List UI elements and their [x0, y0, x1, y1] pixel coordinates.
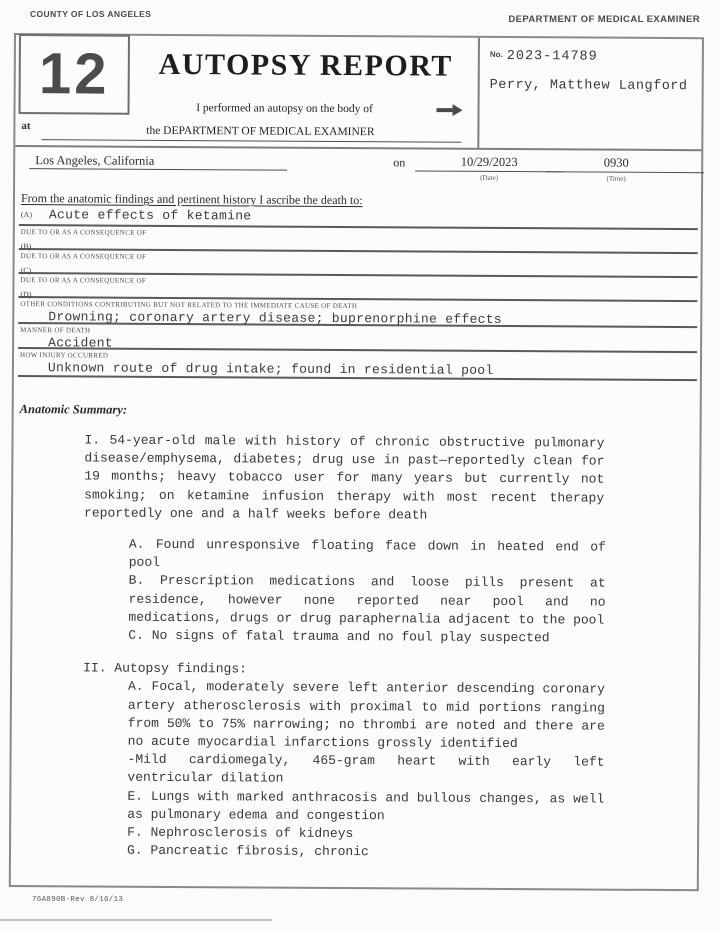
arrow-right-icon: [435, 104, 463, 117]
autopsy-date: 10/29/2023: [460, 154, 518, 170]
location-line: the DEPARTMENT OF MEDICAL EXAMINER: [146, 124, 375, 139]
place-underline: [29, 153, 287, 171]
cause-of-death-intro: From the anatomic findings and pertinent history I ascribe the death to:: [20, 191, 363, 208]
due-to-label: DUE TO OR AS A CONSEQUENCE OF: [20, 228, 147, 237]
line-d-label: (D): [20, 290, 32, 300]
how-injury-occurred-label: HOW INJURY OCCURRED: [20, 351, 109, 360]
date-underline: [415, 154, 563, 172]
summary-item: G. Pancreatic fibrosis, chronic: [126, 842, 369, 860]
anatomic-summary-heading: Anatomic Summary:: [19, 402, 128, 417]
manner-of-death-label: MANNER OF DEATH: [20, 326, 91, 335]
decedent-name: Perry, Matthew Langford: [489, 77, 688, 95]
summary-item: A. Found unresponsive floating face down in heated end of pool: [128, 536, 606, 571]
header-underline: [41, 139, 461, 143]
summary-item: E. Lungs with marked anthracosis and bullous changes, as well as pulmonary edema and congestion: [127, 788, 605, 824]
manner-of-death-value: Accident: [48, 335, 113, 351]
time-caption: (Time): [606, 174, 626, 183]
case-number-label: No.: [489, 49, 503, 59]
county-label: COUNTY OF LOS ANGELES: [30, 9, 152, 19]
summary-item: A. Focal, moderately severe left anterior descending coronary artery atherosclerosis with proximal to mid portions ranging from 50% to 75% narrowing; no thrombi are noted and there are no acute myocardial infarctions grossly identified: [127, 679, 606, 752]
page-number: 12: [38, 41, 110, 107]
line-a-value: Acute effects of ketamine: [48, 207, 252, 224]
case-number: 2023-14789: [506, 49, 598, 65]
due-to-label: DUE TO OR AS A CONSEQUENCE OF: [20, 276, 147, 285]
summary-section-2-heading: II. Autopsy findings:: [83, 660, 247, 677]
line-c-label: (C): [20, 266, 32, 276]
summary-item: -Mild cardiomegaly, 465-gram heart with early left ventricular dilation: [127, 751, 605, 787]
at-label: at: [21, 120, 31, 133]
due-to-label: DUE TO OR AS A CONSEQUENCE OF: [20, 252, 147, 261]
time-underline: [546, 155, 704, 173]
case-number-row: [490, 46, 598, 65]
summary-section-1-items: [128, 536, 606, 648]
case-info-box: [477, 38, 702, 149]
date-caption: (Date): [480, 173, 499, 182]
line-a-label: (A): [20, 210, 33, 220]
other-conditions-value: Drowning; coronary artery disease; buprenorphine effects: [48, 309, 502, 327]
summary-item: B. Prescription medications and loose pills present at residence, however none reported near pool and no medications, drugs or drug paraphernalia adjacent to the pool: [128, 573, 606, 628]
how-injury-occurred-value: Unknown route of drug intake; found in residential pool: [47, 360, 494, 378]
other-conditions-label: OTHER CONDITIONS CONTRIBUTING BUT NOT RELATED TO THE IMMEDIATE CAUSE OF DEATH: [20, 300, 358, 311]
report-form-box: [9, 33, 704, 891]
autopsy-place: Los Angeles, California: [35, 153, 155, 168]
form-number: 76A890B-Rev 8/16/13: [32, 896, 124, 904]
line-b-label: (B): [20, 242, 32, 252]
summary-item: F. Nephrosclerosis of kidneys: [127, 824, 354, 842]
report-title: AUTOPSY REPORT: [158, 47, 453, 83]
summary-section-1: I. 54-year-old male with history of chronic obstructive pulmonary disease/emphysema, diabetes; drug use in past—reportedly clean for 19 months; heavy tobacco user for many years but currently not smoking; on ketamine infusion therapy with most recent therapy reportedly one and a half weeks before death: [84, 432, 605, 523]
autopsy-time: 0930: [603, 155, 629, 170]
page-number-box: [19, 34, 130, 115]
department-label: DEPARTMENT OF MEDICAL EXAMINER: [508, 14, 700, 25]
performed-line: I performed an autopsy on the body of: [196, 102, 373, 116]
how-injury-occurred-row: [18, 349, 697, 381]
anatomic-summary-body: [82, 431, 605, 863]
form-header: [15, 35, 702, 151]
on-label: on: [393, 155, 406, 170]
scan-artifact-line: [0, 919, 272, 921]
summary-item: C. No signs of fatal trauma and no foul play suspected: [128, 627, 550, 646]
summary-section-2-items: [127, 678, 605, 863]
